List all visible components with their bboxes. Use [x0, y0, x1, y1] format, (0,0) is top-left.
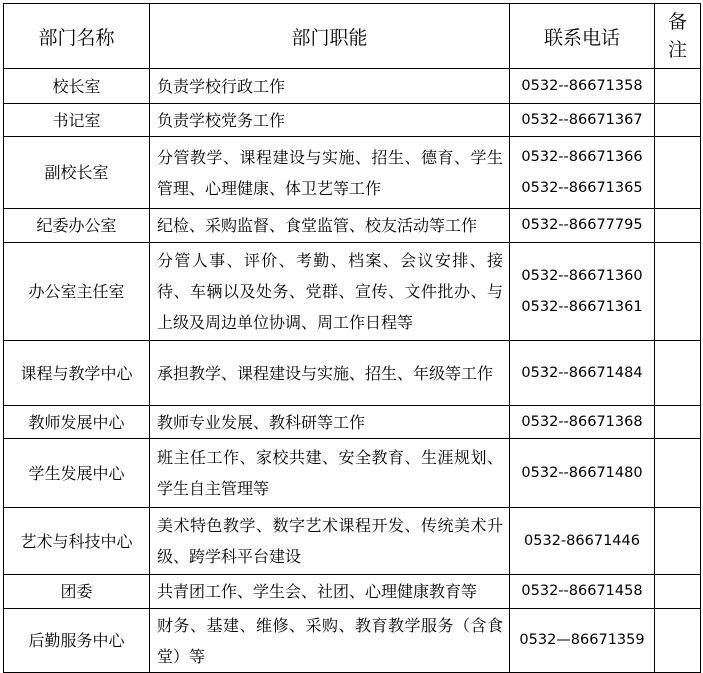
dept-function-cell: 班主任工作、家校共建、安全教育、生涯规划、学生自主管理等	[150, 439, 510, 508]
dept-function-cell: 教师专业发展、教科研等工作	[150, 406, 510, 439]
phone-cell	[510, 406, 655, 439]
phone-number: 0532--86677795	[521, 217, 643, 233]
dept-name-cell: 办公室主任室	[4, 243, 150, 341]
table-row	[4, 137, 701, 209]
remark-cell	[655, 575, 701, 609]
phone-number: 0532--86671365	[521, 179, 643, 196]
dept-function-cell: 分管人事、评价、考勤、档案、会议安排、接待、车辆以及处务、党群、宣传、文件批办、与上级及周边单位协调、周工作日程等	[150, 243, 510, 341]
table-body	[4, 69, 701, 673]
dept-function-cell: 纪检、采购监督、食堂监管、校友活动等工作	[150, 209, 510, 243]
phone-number: 0532--86671358	[521, 77, 643, 94]
dept-function-cell: 负责学校行政工作	[150, 69, 510, 104]
header-remark	[655, 4, 701, 69]
phone-number: 0532--86671368	[521, 413, 643, 430]
phone-number: 0532--86671366	[521, 148, 643, 165]
table-row	[4, 406, 701, 439]
dept-name-cell: 后勤服务中心	[4, 609, 150, 673]
dept-function-cell: 负责学校党务工作	[150, 104, 510, 137]
dept-name-cell: 纪委办公室	[4, 209, 150, 243]
table-row	[4, 104, 701, 137]
phone-number: 0532—86671359	[519, 632, 645, 648]
phone-number: 0532--86671367	[521, 111, 643, 128]
remark-cell	[655, 104, 701, 137]
table-row	[4, 609, 701, 673]
table-row	[4, 209, 701, 243]
dept-name-cell: 课程与教学中心	[4, 341, 150, 406]
dept-name-cell: 艺术与科技中心	[4, 508, 150, 575]
remark-cell	[655, 209, 701, 243]
remark-cell	[655, 439, 701, 508]
dept-name-cell: 副校长室	[4, 137, 150, 209]
header-phone: 联系电话	[510, 4, 655, 69]
dept-function-cell: 共青团工作、学生会、社团、心理健康教育等	[150, 575, 510, 609]
department-table	[3, 3, 701, 673]
phone-cell	[510, 609, 655, 673]
phone-number: 0532--86671361	[521, 298, 643, 315]
dept-name-cell: 教师发展中心	[4, 406, 150, 439]
phone-number: 0532--86671480	[521, 464, 643, 481]
phone-number: 0532-86671446	[524, 532, 640, 549]
remark-cell	[655, 609, 701, 673]
phone-cell	[510, 575, 655, 609]
dept-function-cell: 承担教学、课程建设与实施、招生、年级等工作	[150, 341, 510, 406]
phone-cell	[510, 104, 655, 137]
dept-function-cell: 财务、基建、维修、采购、教育教学服务（含食堂）等	[150, 609, 510, 673]
dept-name-cell: 校长室	[4, 69, 150, 104]
remark-cell	[655, 508, 701, 575]
dept-name-cell: 团委	[4, 575, 150, 609]
remark-cell	[655, 341, 701, 406]
header-function: 部门职能	[150, 4, 510, 69]
phone-number: 0532--86671484	[521, 364, 643, 381]
dept-name-cell: 学生发展中心	[4, 439, 150, 508]
dept-name-cell: 书记室	[4, 104, 150, 137]
table-row	[4, 341, 701, 406]
table-row	[4, 575, 701, 609]
dept-function-cell: 分管教学、课程建设与实施、招生、德育、学生管理、心理健康、体卫艺等工作	[150, 137, 510, 209]
header-dept: 部门名称	[4, 4, 150, 69]
dept-function-cell: 美术特色教学、数字艺术课程开发、传统美术升级、跨学科平台建设	[150, 508, 510, 575]
table-row	[4, 439, 701, 508]
phone-cell	[510, 243, 655, 341]
header-remark-line-2: 注	[667, 39, 687, 61]
table-row	[4, 508, 701, 575]
header-row	[4, 4, 701, 69]
phone-cell	[510, 209, 655, 243]
phone-cell	[510, 69, 655, 104]
phone-cell	[510, 137, 655, 209]
remark-cell	[655, 69, 701, 104]
phone-number: 0532--86671360	[521, 267, 643, 284]
table-row	[4, 243, 701, 341]
phone-cell	[510, 508, 655, 575]
phone-number: 0532--86671458	[521, 583, 643, 599]
table-row	[4, 69, 701, 104]
phone-cell	[510, 341, 655, 406]
remark-cell	[655, 406, 701, 439]
header-remark-line-1: 备	[667, 11, 687, 33]
phone-cell	[510, 439, 655, 508]
remark-cell	[655, 243, 701, 341]
remark-cell	[655, 137, 701, 209]
